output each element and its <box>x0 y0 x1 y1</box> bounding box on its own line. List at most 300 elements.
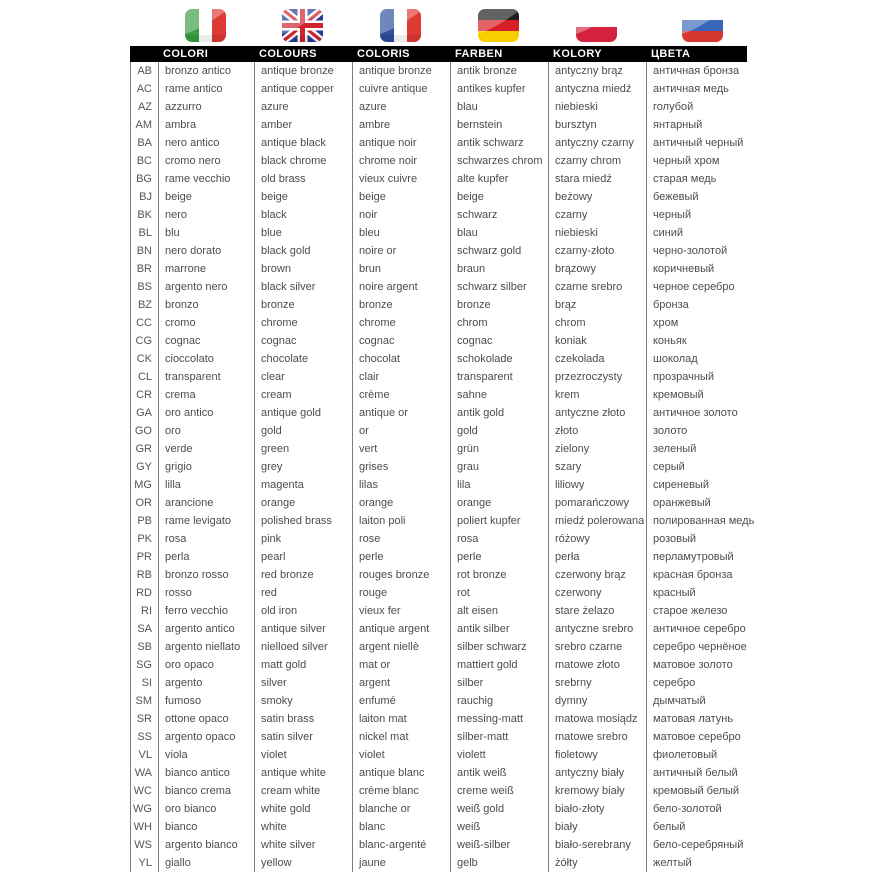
color-name-en: antique silver <box>254 620 352 638</box>
color-table-body <box>130 62 760 872</box>
color-name-fr: rose <box>352 530 450 548</box>
color-name-en: cream white <box>254 782 352 800</box>
color-name-it: bronzo <box>158 296 254 314</box>
table-row <box>131 764 760 782</box>
table-row <box>131 782 760 800</box>
color-name-de: rot <box>450 584 548 602</box>
color-name-de: schwarz silber <box>450 278 548 296</box>
color-name-fr: vieux cuivre <box>352 170 450 188</box>
color-name-it: fumoso <box>158 692 254 710</box>
color-name-it: argento <box>158 674 254 692</box>
italy-flag-icon <box>185 9 226 42</box>
color-name-en: azure <box>254 98 352 116</box>
table-row <box>131 278 760 296</box>
color-name-de: gelb <box>450 854 548 872</box>
color-name-de: schwarz <box>450 206 548 224</box>
color-code: SA <box>137 623 152 635</box>
color-name-it: rame vecchio <box>158 170 254 188</box>
color-name-ru: бело-серебряный <box>646 836 761 854</box>
color-code: BS <box>137 281 152 293</box>
table-row <box>131 638 760 656</box>
color-name-en: smoky <box>254 692 352 710</box>
color-name-en: clear <box>254 368 352 386</box>
color-name-de: mattiert gold <box>450 656 548 674</box>
table-row <box>131 548 760 566</box>
color-name-en: satin brass <box>254 710 352 728</box>
color-name-ru: белый <box>646 818 761 836</box>
color-name-ru: коричневый <box>646 260 761 278</box>
color-name-pl: matowa mosiądz <box>548 710 646 728</box>
color-name-en: violet <box>254 746 352 764</box>
color-name-fr: enfumé <box>352 692 450 710</box>
color-name-it: rosso <box>158 584 254 602</box>
color-name-en: magenta <box>254 476 352 494</box>
color-name-it: arancione <box>158 494 254 512</box>
table-row <box>131 134 760 152</box>
color-name-fr: grises <box>352 458 450 476</box>
table-row <box>131 818 760 836</box>
color-name-pl: czarne srebro <box>548 278 646 296</box>
color-name-ru: старое железо <box>646 602 761 620</box>
color-name-pl: dymny <box>548 692 646 710</box>
color-name-en: brown <box>254 260 352 278</box>
color-name-de: orange <box>450 494 548 512</box>
color-name-en: cognac <box>254 332 352 350</box>
color-name-en: polished brass <box>254 512 352 530</box>
color-name-fr: blanc <box>352 818 450 836</box>
color-name-de: grün <box>450 440 548 458</box>
table-row <box>131 620 760 638</box>
table-row <box>131 170 760 188</box>
color-name-fr: violet <box>352 746 450 764</box>
color-code: PK <box>137 533 152 545</box>
color-name-ru: золото <box>646 422 761 440</box>
poland-flag-icon <box>576 9 617 42</box>
color-name-ru: черный <box>646 206 761 224</box>
color-name-ru: матовое золото <box>646 656 761 674</box>
color-name-fr: laiton poli <box>352 512 450 530</box>
color-name-de: braun <box>450 260 548 278</box>
color-name-fr: vieux fer <box>352 602 450 620</box>
table-row <box>131 800 760 818</box>
color-name-ru: бронза <box>646 296 761 314</box>
color-name-fr: brun <box>352 260 450 278</box>
color-name-pl: czarny <box>548 206 646 224</box>
color-name-it: lilla <box>158 476 254 494</box>
color-name-it: crema <box>158 386 254 404</box>
color-code: PR <box>136 551 152 563</box>
color-name-fr: cuivre antique <box>352 80 450 98</box>
color-name-it: cromo nero <box>158 152 254 170</box>
flags-row <box>130 7 760 43</box>
color-name-de: rauchig <box>450 692 548 710</box>
color-name-en: gold <box>254 422 352 440</box>
color-code: SR <box>136 713 152 725</box>
color-name-fr: lilas <box>352 476 450 494</box>
table-row <box>131 404 760 422</box>
color-name-de: antik weiß <box>450 764 548 782</box>
color-name-fr: crème blanc <box>352 782 450 800</box>
table-row <box>131 296 760 314</box>
color-name-ru: матовая латунь <box>646 710 761 728</box>
color-name-ru: розовый <box>646 530 761 548</box>
color-name-it: marrone <box>158 260 254 278</box>
table-header-bar <box>130 46 760 62</box>
color-name-ru: дымчатый <box>646 692 761 710</box>
table-row <box>131 836 760 854</box>
color-name-fr: rouge <box>352 584 450 602</box>
color-name-pl: brązowy <box>548 260 646 278</box>
color-name-ru: черно-золотой <box>646 242 761 260</box>
color-name-ru: серый <box>646 458 761 476</box>
color-code: WA <box>134 767 152 779</box>
color-name-de: gold <box>450 422 548 440</box>
color-code: BZ <box>137 299 152 311</box>
color-name-it: bronzo antico <box>158 62 254 80</box>
color-name-pl: szary <box>548 458 646 476</box>
color-name-fr: noire argent <box>352 278 450 296</box>
color-name-fr: argent <box>352 674 450 692</box>
color-name-en: red bronze <box>254 566 352 584</box>
color-name-it: giallo <box>158 854 254 872</box>
color-name-it: cromo <box>158 314 254 332</box>
column-header-colours: COLOURS <box>259 48 317 60</box>
color-code: WC <box>133 785 152 797</box>
color-name-pl: bursztyn <box>548 116 646 134</box>
color-name-de: beige <box>450 188 548 206</box>
color-name-pl: miedź polerowana <box>548 512 646 530</box>
color-code: SM <box>135 695 152 707</box>
color-code: OR <box>135 497 152 509</box>
color-name-ru: кремовый <box>646 386 761 404</box>
color-code: AZ <box>137 101 152 113</box>
color-name-it: argento opaco <box>158 728 254 746</box>
color-code: MG <box>134 479 152 491</box>
color-name-fr: antique argent <box>352 620 450 638</box>
table-row <box>131 674 760 692</box>
color-name-en: white gold <box>254 800 352 818</box>
color-name-en: cream <box>254 386 352 404</box>
color-name-de: alte kupfer <box>450 170 548 188</box>
color-name-pl: czarny chrom <box>548 152 646 170</box>
color-name-en: yellow <box>254 854 352 872</box>
color-name-pl: kremowy biały <box>548 782 646 800</box>
color-name-pl: antyczne złoto <box>548 404 646 422</box>
color-name-de: blau <box>450 224 548 242</box>
color-name-de: antik bronze <box>450 62 548 80</box>
color-name-ru: фиолетовый <box>646 746 761 764</box>
color-name-de: sahne <box>450 386 548 404</box>
color-name-de: rot bronze <box>450 566 548 584</box>
color-name-it: perla <box>158 548 254 566</box>
color-name-it: oro opaco <box>158 656 254 674</box>
color-name-pl: krem <box>548 386 646 404</box>
color-code: YL <box>138 857 152 869</box>
color-name-fr: chrome <box>352 314 450 332</box>
table-row <box>131 260 760 278</box>
color-name-ru: шоколад <box>646 350 761 368</box>
table-row <box>131 692 760 710</box>
color-code: GR <box>135 443 152 455</box>
color-name-it: oro antico <box>158 404 254 422</box>
color-code: RD <box>136 587 152 599</box>
color-code: RI <box>141 605 152 617</box>
color-name-de: weiß-silber <box>450 836 548 854</box>
color-name-ru: янтарный <box>646 116 761 134</box>
color-name-en: antique bronze <box>254 62 352 80</box>
color-name-ru: серебро <box>646 674 761 692</box>
color-name-it: rosa <box>158 530 254 548</box>
table-row <box>131 602 760 620</box>
color-name-pl: matowe srebro <box>548 728 646 746</box>
color-code: BR <box>136 263 152 275</box>
color-name-en: orange <box>254 494 352 512</box>
color-code: RB <box>136 569 152 581</box>
color-name-it: rame antico <box>158 80 254 98</box>
color-name-fr: nickel mat <box>352 728 450 746</box>
color-name-pl: stare żelazo <box>548 602 646 620</box>
color-name-fr: jaune <box>352 854 450 872</box>
color-name-it: beige <box>158 188 254 206</box>
color-name-ru: голубой <box>646 98 761 116</box>
color-name-pl: biało-serebrany <box>548 836 646 854</box>
color-name-en: chrome <box>254 314 352 332</box>
color-name-it: nero antico <box>158 134 254 152</box>
color-name-pl: chrom <box>548 314 646 332</box>
color-name-it: azzurro <box>158 98 254 116</box>
color-name-ru: античная медь <box>646 80 761 98</box>
color-name-fr: crème <box>352 386 450 404</box>
color-code: CC <box>136 317 152 329</box>
uk-flag-icon <box>282 9 323 42</box>
table-row <box>131 494 760 512</box>
color-name-it: nero <box>158 206 254 224</box>
color-code: BA <box>137 137 152 149</box>
color-name-fr: bleu <box>352 224 450 242</box>
color-name-en: bronze <box>254 296 352 314</box>
color-name-fr: blanc-argenté <box>352 836 450 854</box>
color-name-pl: niebieski <box>548 224 646 242</box>
color-name-fr: chrome noir <box>352 152 450 170</box>
color-name-de: chrom <box>450 314 548 332</box>
color-name-pl: złoto <box>548 422 646 440</box>
color-name-ru: античная бронза <box>646 62 761 80</box>
table-row <box>131 656 760 674</box>
color-code: CG <box>135 335 152 347</box>
color-name-fr: chocolat <box>352 350 450 368</box>
color-name-fr: beige <box>352 188 450 206</box>
color-name-de: schwarzes chrom <box>450 152 548 170</box>
color-name-en: pearl <box>254 548 352 566</box>
color-name-it: ottone opaco <box>158 710 254 728</box>
color-name-pl: brąz <box>548 296 646 314</box>
color-code: SG <box>136 659 152 671</box>
color-name-en: satin silver <box>254 728 352 746</box>
color-name-fr: cognac <box>352 332 450 350</box>
color-name-ru: сиреневый <box>646 476 761 494</box>
color-name-pl: biały <box>548 818 646 836</box>
table-row <box>131 566 760 584</box>
color-name-en: antique white <box>254 764 352 782</box>
color-name-it: blu <box>158 224 254 242</box>
color-name-ru: зеленый <box>646 440 761 458</box>
color-code: SI <box>141 677 152 689</box>
russia-flag-icon <box>682 9 723 42</box>
color-name-en: pink <box>254 530 352 548</box>
table-row <box>131 386 760 404</box>
color-name-it: grigio <box>158 458 254 476</box>
color-name-ru: прозрачный <box>646 368 761 386</box>
table-row <box>131 710 760 728</box>
table-row <box>131 746 760 764</box>
color-code: BJ <box>139 191 152 203</box>
color-name-de: antikes kupfer <box>450 80 548 98</box>
table-row <box>131 62 760 80</box>
color-name-ru: коньяк <box>646 332 761 350</box>
color-name-pl: żółty <box>548 854 646 872</box>
table-row <box>131 422 760 440</box>
color-name-it: viola <box>158 746 254 764</box>
color-name-pl: zielony <box>548 440 646 458</box>
color-name-fr: antique bronze <box>352 62 450 80</box>
color-name-de: silber <box>450 674 548 692</box>
color-name-en: black chrome <box>254 152 352 170</box>
color-name-fr: antique noir <box>352 134 450 152</box>
color-name-ru: перламутровый <box>646 548 761 566</box>
table-row <box>131 476 760 494</box>
color-code: PB <box>137 515 152 527</box>
color-name-ru: античный черный <box>646 134 761 152</box>
color-name-de: antik schwarz <box>450 134 548 152</box>
color-name-fr: orange <box>352 494 450 512</box>
color-code: VL <box>138 749 152 761</box>
color-name-pl: antyczny czarny <box>548 134 646 152</box>
color-name-pl: czerwony <box>548 584 646 602</box>
color-code: AM <box>135 119 152 131</box>
color-name-ru: черное серебро <box>646 278 761 296</box>
color-name-pl: srebro czarne <box>548 638 646 656</box>
column-header-coloris: COLORIS <box>357 48 410 60</box>
color-name-pl: pomarańczowy <box>548 494 646 512</box>
color-name-fr: noir <box>352 206 450 224</box>
color-name-it: rame levigato <box>158 512 254 530</box>
color-name-pl: czekolada <box>548 350 646 368</box>
table-row <box>131 80 760 98</box>
color-name-ru: полированная медь <box>646 512 761 530</box>
color-name-ru: серебро чернёное <box>646 638 761 656</box>
color-name-de: violett <box>450 746 548 764</box>
color-name-de: weiß <box>450 818 548 836</box>
table-row <box>131 206 760 224</box>
color-name-fr: mat or <box>352 656 450 674</box>
color-name-it: argento bianco <box>158 836 254 854</box>
color-name-ru: хром <box>646 314 761 332</box>
color-name-pl: srebrny <box>548 674 646 692</box>
color-code: WS <box>134 839 152 851</box>
color-name-en: antique black <box>254 134 352 152</box>
color-name-de: poliert kupfer <box>450 512 548 530</box>
color-name-ru: желтый <box>646 854 761 872</box>
table-row <box>131 224 760 242</box>
table-row <box>131 512 760 530</box>
color-name-fr: laiton mat <box>352 710 450 728</box>
color-name-it: cioccolato <box>158 350 254 368</box>
color-code: AB <box>137 65 152 77</box>
color-name-en: chocolate <box>254 350 352 368</box>
color-name-pl: różowy <box>548 530 646 548</box>
color-name-fr: rouges bronze <box>352 566 450 584</box>
color-code: WG <box>133 803 152 815</box>
color-code: BL <box>138 227 152 239</box>
color-name-ru: красная бронза <box>646 566 761 584</box>
color-name-it: bianco <box>158 818 254 836</box>
table-row <box>131 188 760 206</box>
color-name-ru: античный белый <box>646 764 761 782</box>
color-name-it: argento nero <box>158 278 254 296</box>
color-name-fr: clair <box>352 368 450 386</box>
color-name-en: white <box>254 818 352 836</box>
color-name-fr: bronze <box>352 296 450 314</box>
color-name-en: black gold <box>254 242 352 260</box>
color-name-de: perle <box>450 548 548 566</box>
color-name-fr: antique or <box>352 404 450 422</box>
color-name-de: transparent <box>450 368 548 386</box>
table-row <box>131 152 760 170</box>
color-name-fr: or <box>352 422 450 440</box>
table-row <box>131 368 760 386</box>
color-name-ru: античное серебро <box>646 620 761 638</box>
color-name-ru: оранжевый <box>646 494 761 512</box>
color-name-fr: antique blanc <box>352 764 450 782</box>
color-code: CK <box>136 353 152 365</box>
color-name-ru: черный хром <box>646 152 761 170</box>
color-name-en: black <box>254 206 352 224</box>
color-name-it: ferro vecchio <box>158 602 254 620</box>
color-name-en: matt gold <box>254 656 352 674</box>
color-code: BC <box>136 155 152 167</box>
color-name-en: red <box>254 584 352 602</box>
color-name-de: schokolade <box>450 350 548 368</box>
table-row <box>131 332 760 350</box>
color-name-de: messing-matt <box>450 710 548 728</box>
color-name-pl: antyczna miedź <box>548 80 646 98</box>
color-code: BN <box>136 245 152 257</box>
table-row <box>131 728 760 746</box>
color-name-en: amber <box>254 116 352 134</box>
color-name-en: black silver <box>254 278 352 296</box>
color-name-ru: бежевый <box>646 188 761 206</box>
color-code: BK <box>137 209 152 221</box>
color-name-it: argento antico <box>158 620 254 638</box>
color-name-it: cognac <box>158 332 254 350</box>
table-row <box>131 584 760 602</box>
color-name-ru: красный <box>646 584 761 602</box>
column-header-farben: FARBEN <box>455 48 503 60</box>
color-code: GY <box>136 461 152 473</box>
color-name-it: oro <box>158 422 254 440</box>
color-name-ru: синий <box>646 224 761 242</box>
column-header-kolory: KOLORY <box>553 48 603 60</box>
color-code: GA <box>136 407 152 419</box>
table-row <box>131 440 760 458</box>
color-name-pl: perła <box>548 548 646 566</box>
color-code: BG <box>136 173 152 185</box>
color-name-de: lila <box>450 476 548 494</box>
color-name-de: alt eisen <box>450 602 548 620</box>
germany-flag-icon <box>478 9 519 42</box>
color-code: CR <box>136 389 152 401</box>
color-name-de: blau <box>450 98 548 116</box>
